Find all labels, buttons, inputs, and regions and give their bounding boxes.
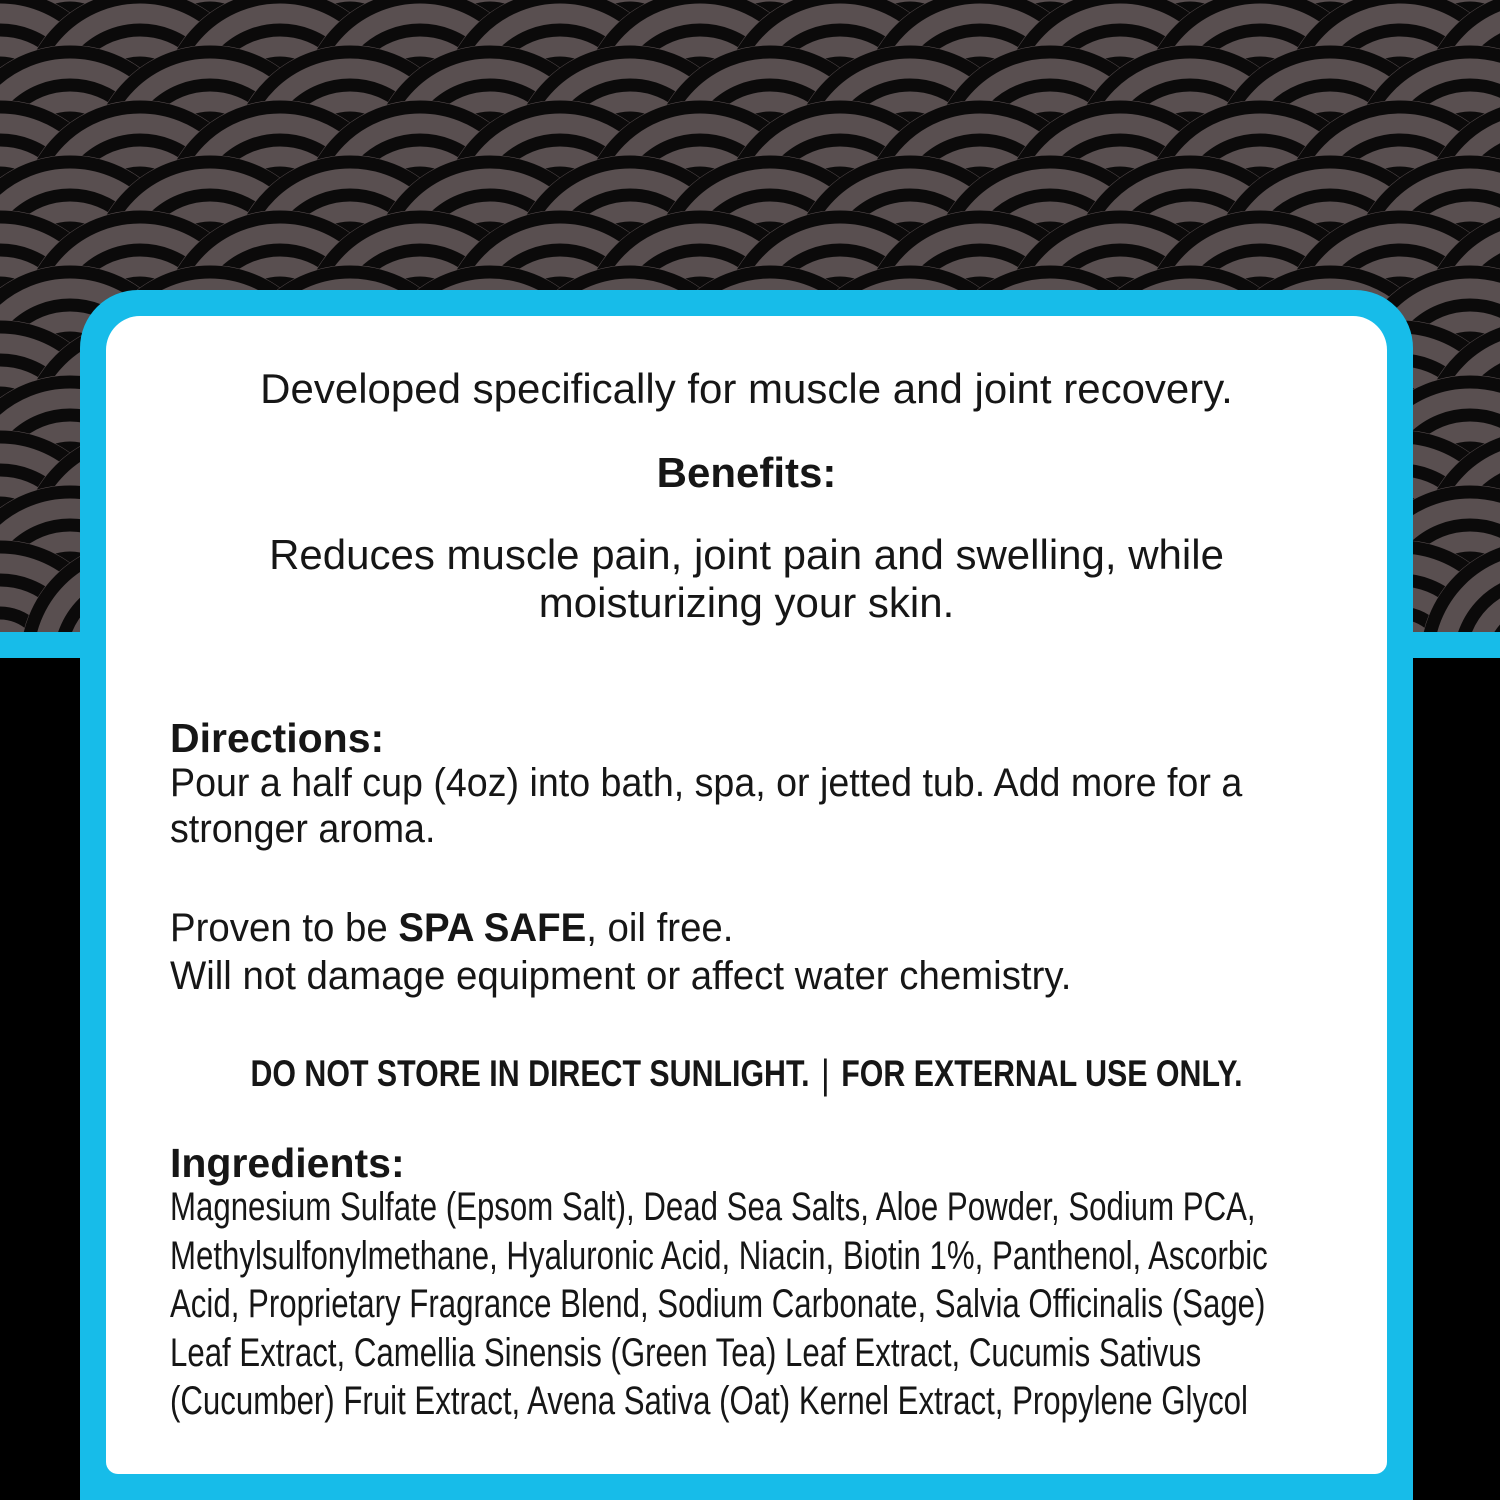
intro-text: Developed specifically for muscle and joint recovery.: [260, 365, 1233, 412]
directions-text: [170, 760, 1242, 852]
ingredients-line: Leaf Extract, Camellia Sinensis (Green Tea) Leaf Extract, Cucumis Sativus: [170, 1330, 1202, 1375]
directions-line: Pour a half cup (4oz) into bath, spa, or jetted tub. Add more for a: [170, 761, 1243, 805]
ingredients-line: (Cucumber) Fruit Extract, Avena Sativa (Oat) Kernel Extract, Propylene Glycol: [170, 1379, 1248, 1423]
water-chemistry-line: Will not damage equipment or affect water chemistry.: [170, 954, 1072, 998]
ingredients-line: Acid, Proprietary Fragrance Blend, Sodium Carbonate, Salvia Officinalis (Sage): [170, 1282, 1266, 1326]
ingredients-line: Methylsulfonylmethane, Hyaluronic Acid, Niacin, Biotin 1%, Panthenol, Ascorbic: [170, 1233, 1268, 1278]
warning-left: DO NOT STORE IN DIRECT SUNLIGHT.: [250, 1053, 810, 1094]
spa-safe-prefix: Proven to be: [170, 906, 399, 950]
ingredients-line: Magnesium Sulfate (Epsom Salt), Dead Sea Salts, Aloe Powder, Sodium PCA,: [170, 1185, 1256, 1229]
spa-safe-line: [170, 904, 1071, 952]
spa-safe-bold: SPA SAFE: [398, 906, 587, 950]
ingredients-text: [170, 1183, 1268, 1426]
spa-safe-suffix: , oil free.: [586, 906, 734, 950]
benefits-line: Reduces muscle pain, joint pain and swelling, while: [269, 531, 1224, 578]
warning-line: [221, 1051, 1271, 1097]
directions-line: stronger aroma.: [170, 807, 436, 851]
warning-right: FOR EXTERNAL USE ONLY.: [841, 1053, 1243, 1094]
benefits-heading: Benefits:: [656, 449, 837, 496]
benefits-line: moisturizing your skin.: [538, 579, 955, 626]
warning-separator: |: [821, 1051, 830, 1097]
benefits-text: [106, 531, 1387, 627]
directions-heading: Directions:: [170, 715, 385, 761]
ingredients-heading: Ingredients:: [170, 1140, 405, 1186]
spa-safe-text: [170, 904, 1071, 1000]
